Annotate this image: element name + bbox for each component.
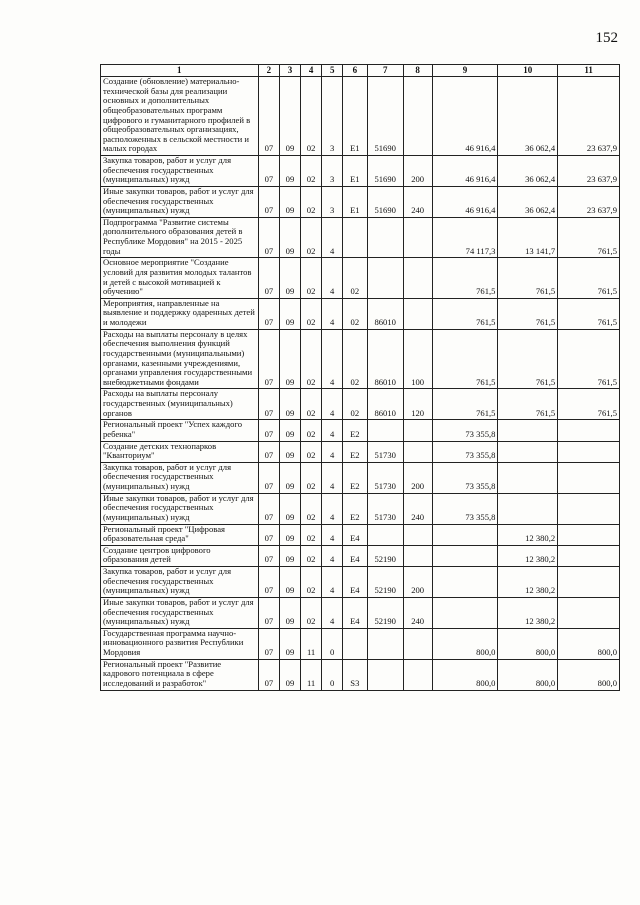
program-code-cell: 02 (300, 420, 322, 441)
row-name-cell: Закупка товаров, работ и услуг для обеспечения государственных (муниципальных) нужд (101, 156, 259, 187)
row-name-cell: Иные закупки товаров, работ и услуг для обеспечения государственных (муниципальных) нужд (101, 597, 259, 628)
amount-year1-cell: 73 355,8 (432, 462, 498, 493)
event-code-cell (342, 217, 367, 258)
chapter-code-cell: 07 (258, 493, 280, 524)
budget-table (100, 64, 620, 691)
table-row (101, 156, 620, 187)
direction-code-cell: 51690 (367, 156, 403, 187)
amount-year3-cell (558, 493, 620, 524)
amount-year2-cell: 36 062,4 (498, 77, 558, 156)
row-name-cell: Мероприятия, направленные на выявление и поддержку одаренных детей и молодежи (101, 298, 259, 329)
program-code-cell: 02 (300, 597, 322, 628)
amount-year1-cell (432, 567, 498, 598)
table-row (101, 597, 620, 628)
amount-year1-cell: 73 355,8 (432, 420, 498, 441)
section-code-cell: 09 (280, 493, 301, 524)
section-code-cell: 09 (280, 462, 301, 493)
chapter-code-cell: 07 (258, 258, 280, 299)
chapter-code-cell: 07 (258, 597, 280, 628)
chapter-code-cell: 07 (258, 462, 280, 493)
subprogram-code-cell: 4 (322, 493, 343, 524)
section-code-cell: 09 (280, 298, 301, 329)
amount-year3-cell (558, 545, 620, 566)
table-row (101, 524, 620, 545)
row-name-cell: Региональный проект "Успех каждого ребенка" (101, 420, 259, 441)
section-code-cell: 09 (280, 545, 301, 566)
event-code-cell: E1 (342, 186, 367, 217)
event-code-cell: 02 (342, 258, 367, 299)
chapter-code-cell: 07 (258, 186, 280, 217)
amount-year1-cell: 800,0 (432, 628, 498, 659)
chapter-code-cell: 07 (258, 567, 280, 598)
row-name-cell: Создание детских технопарков "Кванториум" (101, 441, 259, 462)
table-row (101, 389, 620, 420)
row-name-cell: Иные закупки товаров, работ и услуг для обеспечения государственных (муниципальных) нужд (101, 493, 259, 524)
subprogram-code-cell: 4 (322, 329, 343, 389)
amount-year3-cell (558, 597, 620, 628)
amount-year3-cell (558, 420, 620, 441)
amount-year3-cell: 23 637,9 (558, 186, 620, 217)
amount-year2-cell (498, 420, 558, 441)
expense-type-cell (403, 659, 432, 690)
chapter-code-cell: 07 (258, 441, 280, 462)
column-header: 4 (300, 65, 322, 77)
column-header: 11 (558, 65, 620, 77)
subprogram-code-cell: 0 (322, 659, 343, 690)
expense-type-cell (403, 441, 432, 462)
direction-code-cell: 86010 (367, 329, 403, 389)
row-name-cell: Создание центров цифрового образования детей (101, 545, 259, 566)
expense-type-cell: 200 (403, 567, 432, 598)
subprogram-code-cell: 4 (322, 420, 343, 441)
section-code-cell: 09 (280, 389, 301, 420)
section-code-cell: 09 (280, 420, 301, 441)
amount-year1-cell (432, 524, 498, 545)
amount-year2-cell: 36 062,4 (498, 156, 558, 187)
event-code-cell: E4 (342, 597, 367, 628)
direction-code-cell: 51690 (367, 186, 403, 217)
row-name-cell: Основное мероприятие "Создание условий для развития молодых талантов и детей с высокой мотивацией к обучению" (101, 258, 259, 299)
subprogram-code-cell: 4 (322, 567, 343, 598)
direction-code-cell: 51730 (367, 493, 403, 524)
program-code-cell: 02 (300, 258, 322, 299)
direction-code-cell (367, 659, 403, 690)
table-row (101, 493, 620, 524)
amount-year2-cell: 36 062,4 (498, 186, 558, 217)
amount-year2-cell: 800,0 (498, 628, 558, 659)
direction-code-cell: 51730 (367, 462, 403, 493)
expense-type-cell: 100 (403, 329, 432, 389)
table-body (101, 77, 620, 691)
subprogram-code-cell: 4 (322, 258, 343, 299)
event-code-cell: E4 (342, 545, 367, 566)
chapter-code-cell: 07 (258, 524, 280, 545)
subprogram-code-cell: 3 (322, 77, 343, 156)
direction-code-cell (367, 420, 403, 441)
expense-type-cell (403, 298, 432, 329)
amount-year3-cell: 23 637,9 (558, 77, 620, 156)
column-header: 6 (342, 65, 367, 77)
chapter-code-cell: 07 (258, 545, 280, 566)
column-header: 8 (403, 65, 432, 77)
section-code-cell: 09 (280, 628, 301, 659)
event-code-cell: E4 (342, 567, 367, 598)
direction-code-cell: 52190 (367, 567, 403, 598)
event-code-cell: E1 (342, 156, 367, 187)
amount-year2-cell: 800,0 (498, 659, 558, 690)
table-row (101, 329, 620, 389)
table-row (101, 258, 620, 299)
expense-type-cell (403, 77, 432, 156)
expense-type-cell (403, 217, 432, 258)
chapter-code-cell: 07 (258, 77, 280, 156)
amount-year3-cell: 761,5 (558, 298, 620, 329)
event-code-cell: E4 (342, 524, 367, 545)
expense-type-cell: 120 (403, 389, 432, 420)
chapter-code-cell: 07 (258, 156, 280, 187)
amount-year1-cell: 74 117,3 (432, 217, 498, 258)
subprogram-code-cell: 4 (322, 441, 343, 462)
amount-year2-cell: 761,5 (498, 329, 558, 389)
row-name-cell: Государственная программа научно-инновационного развития Республики Мордовия (101, 628, 259, 659)
expense-type-cell: 240 (403, 597, 432, 628)
program-code-cell: 02 (300, 441, 322, 462)
column-header: 9 (432, 65, 498, 77)
program-code-cell: 02 (300, 567, 322, 598)
row-name-cell: Расходы на выплаты персоналу в целях обеспечения выполнения функций государственными (муниципальными) органами, казенными учреждениями, органами управления государственными внебюджетными фондами (101, 329, 259, 389)
event-code-cell: 02 (342, 298, 367, 329)
page-number: 152 (595, 30, 618, 46)
event-code-cell: 02 (342, 329, 367, 389)
program-code-cell: 02 (300, 524, 322, 545)
chapter-code-cell: 07 (258, 298, 280, 329)
section-code-cell: 09 (280, 567, 301, 598)
row-name-cell: Закупка товаров, работ и услуг для обеспечения государственных (муниципальных) нужд (101, 567, 259, 598)
program-code-cell: 02 (300, 389, 322, 420)
program-code-cell: 02 (300, 462, 322, 493)
amount-year1-cell: 761,5 (432, 258, 498, 299)
program-code-cell: 02 (300, 156, 322, 187)
amount-year1-cell: 761,5 (432, 298, 498, 329)
amount-year3-cell (558, 441, 620, 462)
section-code-cell: 09 (280, 659, 301, 690)
event-code-cell: E2 (342, 493, 367, 524)
event-code-cell: E2 (342, 462, 367, 493)
amount-year3-cell: 761,5 (558, 389, 620, 420)
section-code-cell: 09 (280, 77, 301, 156)
column-header: 10 (498, 65, 558, 77)
event-code-cell: S3 (342, 659, 367, 690)
section-code-cell: 09 (280, 441, 301, 462)
subprogram-code-cell: 4 (322, 545, 343, 566)
table-row (101, 628, 620, 659)
table-row (101, 462, 620, 493)
amount-year2-cell: 761,5 (498, 389, 558, 420)
section-code-cell: 09 (280, 329, 301, 389)
program-code-cell: 02 (300, 329, 322, 389)
amount-year2-cell: 12 380,2 (498, 545, 558, 566)
amount-year2-cell: 761,5 (498, 258, 558, 299)
amount-year3-cell (558, 462, 620, 493)
subprogram-code-cell: 4 (322, 597, 343, 628)
amount-year1-cell: 73 355,8 (432, 493, 498, 524)
chapter-code-cell: 07 (258, 329, 280, 389)
event-code-cell: E2 (342, 441, 367, 462)
chapter-code-cell: 07 (258, 389, 280, 420)
amount-year1-cell: 46 916,4 (432, 156, 498, 187)
amount-year3-cell: 800,0 (558, 628, 620, 659)
program-code-cell: 02 (300, 298, 322, 329)
amount-year2-cell: 761,5 (498, 298, 558, 329)
expense-type-cell (403, 524, 432, 545)
amount-year1-cell: 73 355,8 (432, 441, 498, 462)
column-header: 2 (258, 65, 280, 77)
expense-type-cell: 200 (403, 462, 432, 493)
amount-year1-cell: 46 916,4 (432, 186, 498, 217)
table-row (101, 441, 620, 462)
subprogram-code-cell: 3 (322, 156, 343, 187)
amount-year1-cell: 46 916,4 (432, 77, 498, 156)
expense-type-cell (403, 628, 432, 659)
expense-type-cell: 240 (403, 493, 432, 524)
amount-year2-cell: 12 380,2 (498, 567, 558, 598)
subprogram-code-cell: 4 (322, 389, 343, 420)
section-code-cell: 09 (280, 186, 301, 217)
amount-year1-cell (432, 597, 498, 628)
event-code-cell: E1 (342, 77, 367, 156)
expense-type-cell (403, 258, 432, 299)
section-code-cell: 09 (280, 597, 301, 628)
amount-year3-cell (558, 567, 620, 598)
direction-code-cell: 51690 (367, 77, 403, 156)
direction-code-cell: 86010 (367, 298, 403, 329)
program-code-cell: 02 (300, 186, 322, 217)
amount-year2-cell: 13 141,7 (498, 217, 558, 258)
direction-code-cell (367, 628, 403, 659)
amount-year2-cell (498, 493, 558, 524)
section-code-cell: 09 (280, 258, 301, 299)
table-row (101, 659, 620, 690)
event-code-cell: E2 (342, 420, 367, 441)
column-header: 5 (322, 65, 343, 77)
subprogram-code-cell: 3 (322, 186, 343, 217)
program-code-cell: 02 (300, 493, 322, 524)
row-name-cell: Закупка товаров, работ и услуг для обеспечения государственных (муниципальных) нужд (101, 462, 259, 493)
table-row (101, 77, 620, 156)
column-header: 3 (280, 65, 301, 77)
column-header: 1 (101, 65, 259, 77)
subprogram-code-cell: 4 (322, 524, 343, 545)
chapter-code-cell: 07 (258, 217, 280, 258)
event-code-cell: 02 (342, 389, 367, 420)
row-name-cell: Расходы на выплаты персоналу государственных (муниципальных) органов (101, 389, 259, 420)
chapter-code-cell: 07 (258, 659, 280, 690)
amount-year1-cell: 761,5 (432, 389, 498, 420)
row-name-cell: Создание (обновление) материально-технической базы для реализации основных и дополнительных общеобразовательных программ цифрового и гуманитарного профилей в общеобразовательных организациях, расположенных в сельской местности и малых городах (101, 77, 259, 156)
subprogram-code-cell: 4 (322, 217, 343, 258)
amount-year2-cell (498, 441, 558, 462)
direction-code-cell (367, 258, 403, 299)
chapter-code-cell: 07 (258, 628, 280, 659)
program-code-cell: 02 (300, 77, 322, 156)
program-code-cell: 02 (300, 217, 322, 258)
subprogram-code-cell: 4 (322, 298, 343, 329)
amount-year3-cell: 761,5 (558, 258, 620, 299)
program-code-cell: 11 (300, 659, 322, 690)
expense-type-cell (403, 420, 432, 441)
amount-year3-cell: 761,5 (558, 217, 620, 258)
column-header: 7 (367, 65, 403, 77)
table-header-row (101, 65, 620, 77)
row-name-cell: Региональный проект "Цифровая образовательная среда" (101, 524, 259, 545)
expense-type-cell: 240 (403, 186, 432, 217)
table-row (101, 298, 620, 329)
table-row (101, 567, 620, 598)
amount-year2-cell: 12 380,2 (498, 524, 558, 545)
program-code-cell: 02 (300, 545, 322, 566)
section-code-cell: 09 (280, 524, 301, 545)
section-code-cell: 09 (280, 156, 301, 187)
event-code-cell (342, 628, 367, 659)
program-code-cell: 11 (300, 628, 322, 659)
row-name-cell: Региональный проект "Развитие кадрового потенциала в сфере исследований и разработок" (101, 659, 259, 690)
section-code-cell: 09 (280, 217, 301, 258)
row-name-cell: Иные закупки товаров, работ и услуг для обеспечения государственных (муниципальных) нужд (101, 186, 259, 217)
subprogram-code-cell: 4 (322, 462, 343, 493)
expense-type-cell: 200 (403, 156, 432, 187)
subprogram-code-cell: 0 (322, 628, 343, 659)
direction-code-cell: 52190 (367, 597, 403, 628)
direction-code-cell: 86010 (367, 389, 403, 420)
chapter-code-cell: 07 (258, 420, 280, 441)
direction-code-cell (367, 217, 403, 258)
amount-year3-cell: 23 637,9 (558, 156, 620, 187)
amount-year3-cell (558, 524, 620, 545)
amount-year1-cell (432, 545, 498, 566)
amount-year2-cell: 12 380,2 (498, 597, 558, 628)
direction-code-cell: 51730 (367, 441, 403, 462)
amount-year3-cell: 800,0 (558, 659, 620, 690)
row-name-cell: Подпрограмма "Развитие системы дополнительного образования детей в Республике Мордовия" на 2015 - 2025 годы (101, 217, 259, 258)
table-row (101, 420, 620, 441)
amount-year3-cell: 761,5 (558, 329, 620, 389)
amount-year1-cell: 800,0 (432, 659, 498, 690)
table-row (101, 186, 620, 217)
table-row (101, 217, 620, 258)
amount-year1-cell: 761,5 (432, 329, 498, 389)
direction-code-cell: 52190 (367, 545, 403, 566)
table-row (101, 545, 620, 566)
direction-code-cell (367, 524, 403, 545)
expense-type-cell (403, 545, 432, 566)
amount-year2-cell (498, 462, 558, 493)
